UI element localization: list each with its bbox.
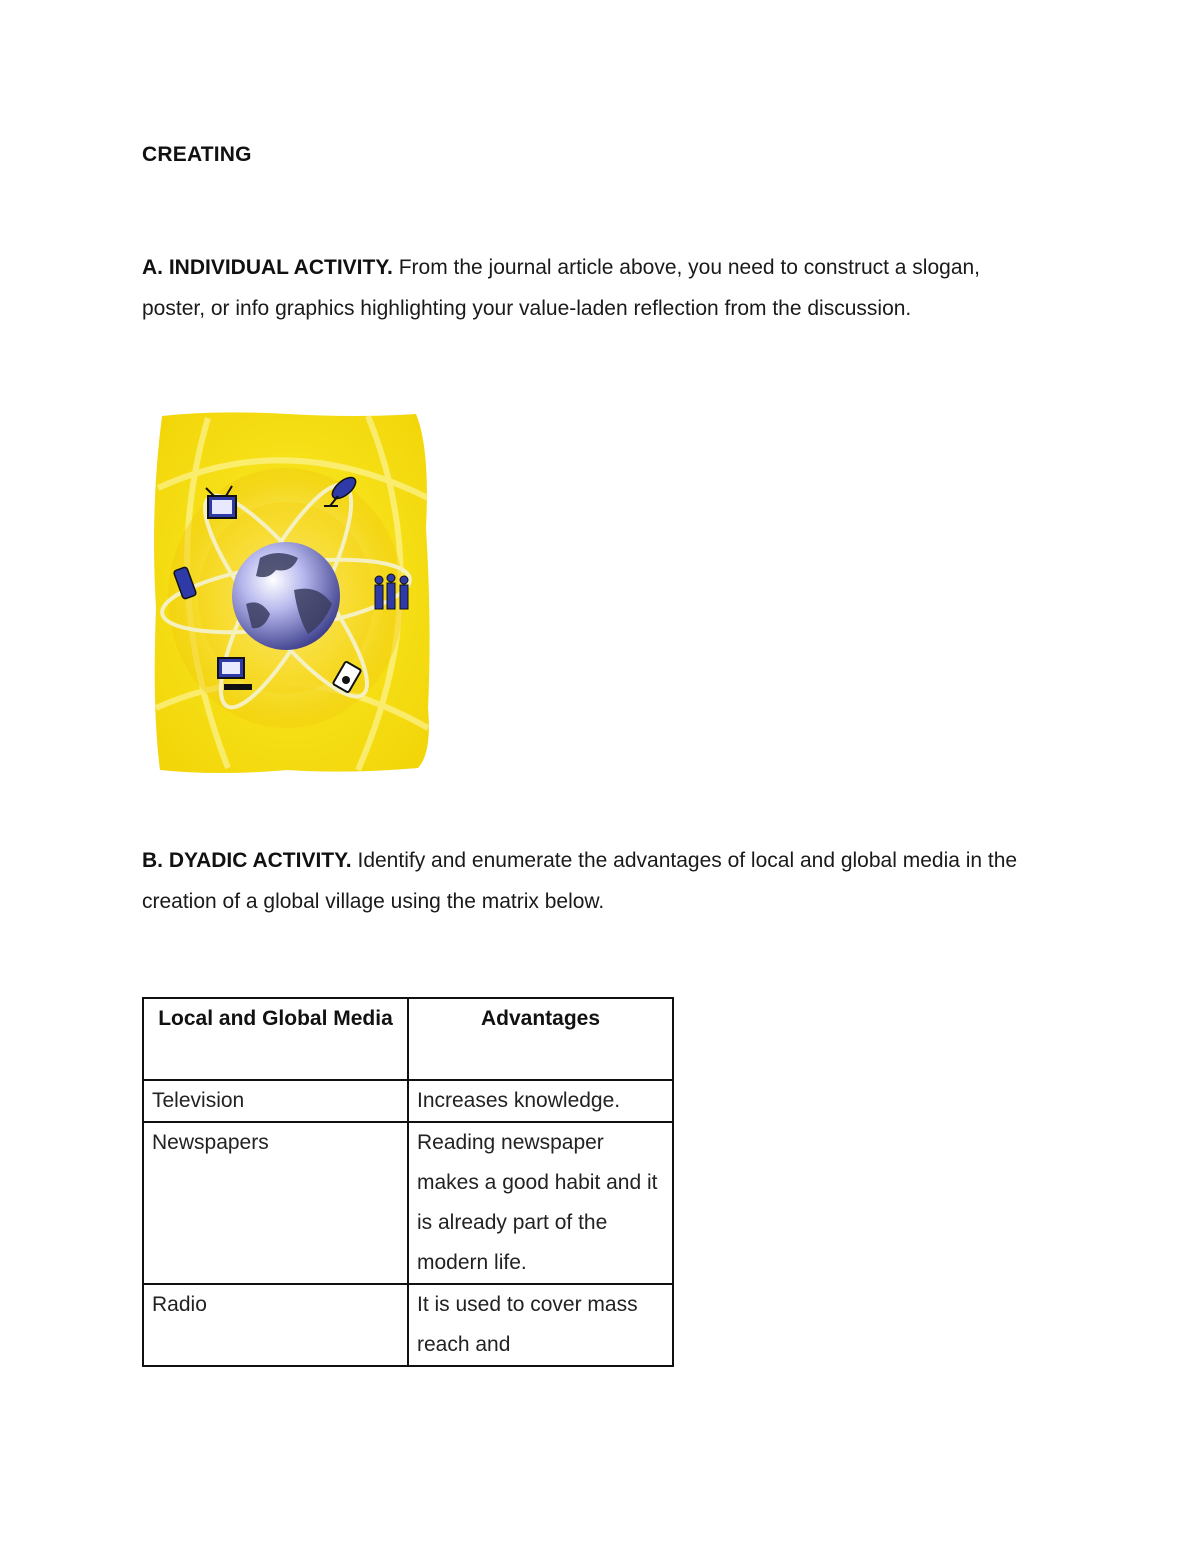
global-media-illustration <box>148 408 432 776</box>
table-row <box>143 1080 673 1122</box>
header-advantages: Advantages <box>408 998 673 1080</box>
media-cell: Newspapers <box>143 1122 408 1284</box>
advantage-cell: Reading newspaper makes a good habit and it is already part of the modern life. <box>408 1122 673 1284</box>
advantage-cell: It is used to cover mass reach and <box>408 1284 673 1366</box>
table-row <box>143 1122 673 1284</box>
dyadic-activity-text: Identify and enumerate the advantages of local and global media in the creation of a global village using the matrix below. <box>142 849 1018 913</box>
people-icon <box>375 574 408 609</box>
individual-activity-text: From the journal article above, you need to construct a slogan, poster, or info graphics highlighting your value-laden reflection from the discussion. <box>142 256 981 320</box>
advantage-cell: Increases knowledge. <box>408 1080 673 1122</box>
individual-activity-paragraph <box>142 247 1042 329</box>
dyadic-activity-paragraph <box>142 840 1082 922</box>
header-local-global-media: Local and Global Media <box>143 998 408 1080</box>
media-cell: Radio <box>143 1284 408 1366</box>
dyadic-activity-label: B. DYADIC ACTIVITY. <box>142 849 352 872</box>
page-title: CREATING <box>142 143 252 166</box>
table-header-row <box>143 998 673 1080</box>
individual-activity-label: A. INDIVIDUAL ACTIVITY. <box>142 256 393 279</box>
media-advantages-table <box>142 997 674 1367</box>
media-cell: Television <box>143 1080 408 1122</box>
table-row <box>143 1284 673 1366</box>
